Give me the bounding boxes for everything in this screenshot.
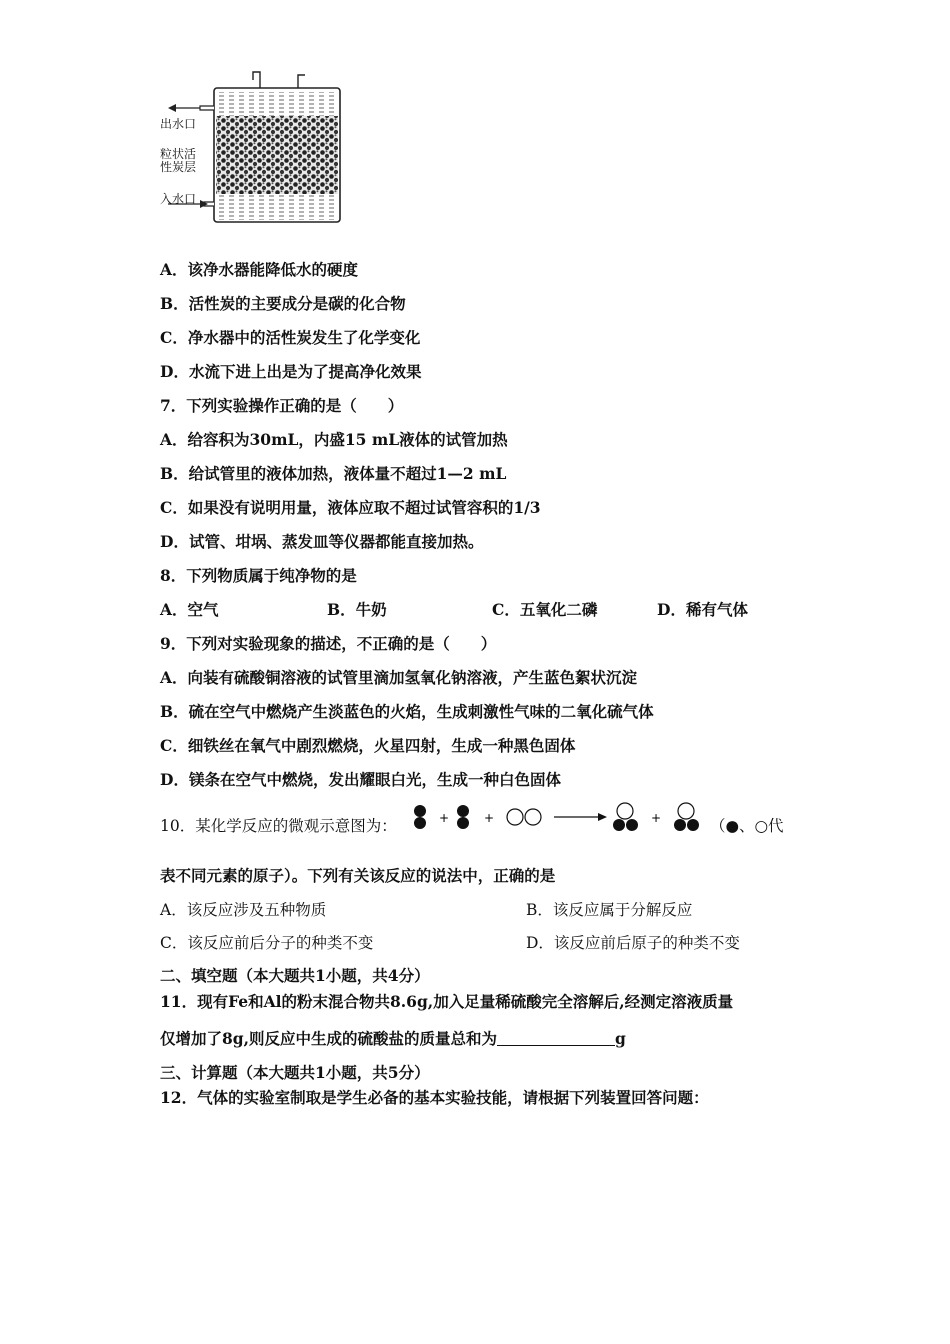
- q7-stem: 7．下列实验操作正确的是（ ）: [160, 396, 404, 415]
- q7-option-c: C．如果没有说明用量，液体应取不超过试管容积的1/3: [160, 498, 541, 517]
- q6-option-b: B．活性炭的主要成分是碳的化合物: [160, 294, 406, 313]
- q11-line2: [160, 1029, 626, 1049]
- carbon-layer-label: 粒状活性炭层: [160, 147, 197, 174]
- q9-option-c: C．细铁丝在氧气中剧烈燃烧，火星四射，生成一种黑色固体: [160, 736, 576, 755]
- reaction-diagram-svg: [408, 800, 708, 840]
- q8-option-a: A．空气: [160, 600, 219, 619]
- reaction-arrow: [554, 813, 607, 821]
- q11-line2-text: 仅增加了8g,则反应中生成的硫酸盐的质量总和为: [160, 1029, 498, 1048]
- q9-option-d: D．镁条在空气中燃烧，发出耀眼白光，生成一种白色固体: [160, 770, 561, 789]
- q7-option-d: D．试管、坩埚、蒸发皿等仪器都能直接加热。: [160, 532, 484, 551]
- q8-option-b: B．牛奶: [327, 600, 387, 619]
- q10-option-d: D．该反应前后原子的种类不变: [526, 934, 740, 952]
- q10-stem-line2: 表不同元素的原子）。下列有关该反应的说法中，正确的是: [160, 866, 556, 885]
- water-purifier-figure: [158, 70, 348, 230]
- q11-answer-blank[interactable]: [497, 1031, 615, 1046]
- q9-option-b: B．硫在空气中燃烧产生淡蓝色的火焰，生成刺激性气味的二氧化硫气体: [160, 702, 654, 721]
- reactant-molecule-1: [414, 805, 426, 829]
- q10-option-a: A．该反应涉及五种物质: [160, 901, 327, 919]
- plus-sign-1: +: [439, 811, 450, 825]
- product-molecule-1: [613, 803, 638, 831]
- q7-option-b: B．给试管里的液体加热，液体量不超过1—2 mL: [160, 464, 507, 483]
- q6-option-d: D．水流下进上出是为了提高净化效果: [160, 362, 422, 381]
- q8-option-d: D．稀有气体: [657, 600, 748, 619]
- q9-stem: 9．下列对实验现象的描述，不正确的是（ ）: [160, 634, 497, 653]
- section-3-heading: 三、计算题（本大题共1小题，共5分）: [160, 1063, 430, 1082]
- reaction-micro-diagram: [408, 800, 708, 844]
- q10-stem-suffix: （●、○代: [710, 817, 784, 835]
- reactant-molecule-2: [457, 805, 469, 829]
- q10-option-b: B．该反应属于分解反应: [526, 901, 693, 919]
- q7-option-a: A．给容积为30mL，内盛15 mL液体的试管加热: [160, 430, 508, 449]
- q8-option-c: C．五氧化二磷: [492, 600, 598, 619]
- q11-line1: 11．现有Fe和Al的粉末混合物共8.6g,加入足量稀硫酸完全溶解后,经测定溶液质量: [160, 992, 734, 1011]
- outlet-label: 出水口: [160, 117, 197, 131]
- q10-stem-prefix: 10．某化学反应的微观示意图为：: [160, 817, 397, 835]
- q11-unit: g: [615, 1029, 626, 1048]
- q6-option-a: A．该净水器能降低水的硬度: [160, 260, 359, 279]
- plus-sign-3: +: [651, 811, 662, 825]
- inlet-label: 入水口: [160, 192, 197, 206]
- plus-sign-2: +: [484, 811, 495, 825]
- q6-option-c: C．净水器中的活性炭发生了化学变化: [160, 328, 421, 347]
- q8-stem: 8．下列物质属于纯净物的是: [160, 566, 357, 585]
- q9-option-a: A．向装有硫酸铜溶液的试管里滴加氢氧化钠溶液，产生蓝色絮状沉淀: [160, 668, 638, 687]
- product-molecule-2: [674, 803, 699, 831]
- section-2-heading: 二、填空题（本大题共1小题，共4分）: [160, 966, 430, 985]
- q12-stem: 12．气体的实验室制取是学生必备的基本实验技能，请根据下列装置回答问题：: [160, 1088, 709, 1107]
- reactant-molecule-3: [507, 809, 541, 825]
- q10-option-c: C．该反应前后分子的种类不变: [160, 934, 374, 952]
